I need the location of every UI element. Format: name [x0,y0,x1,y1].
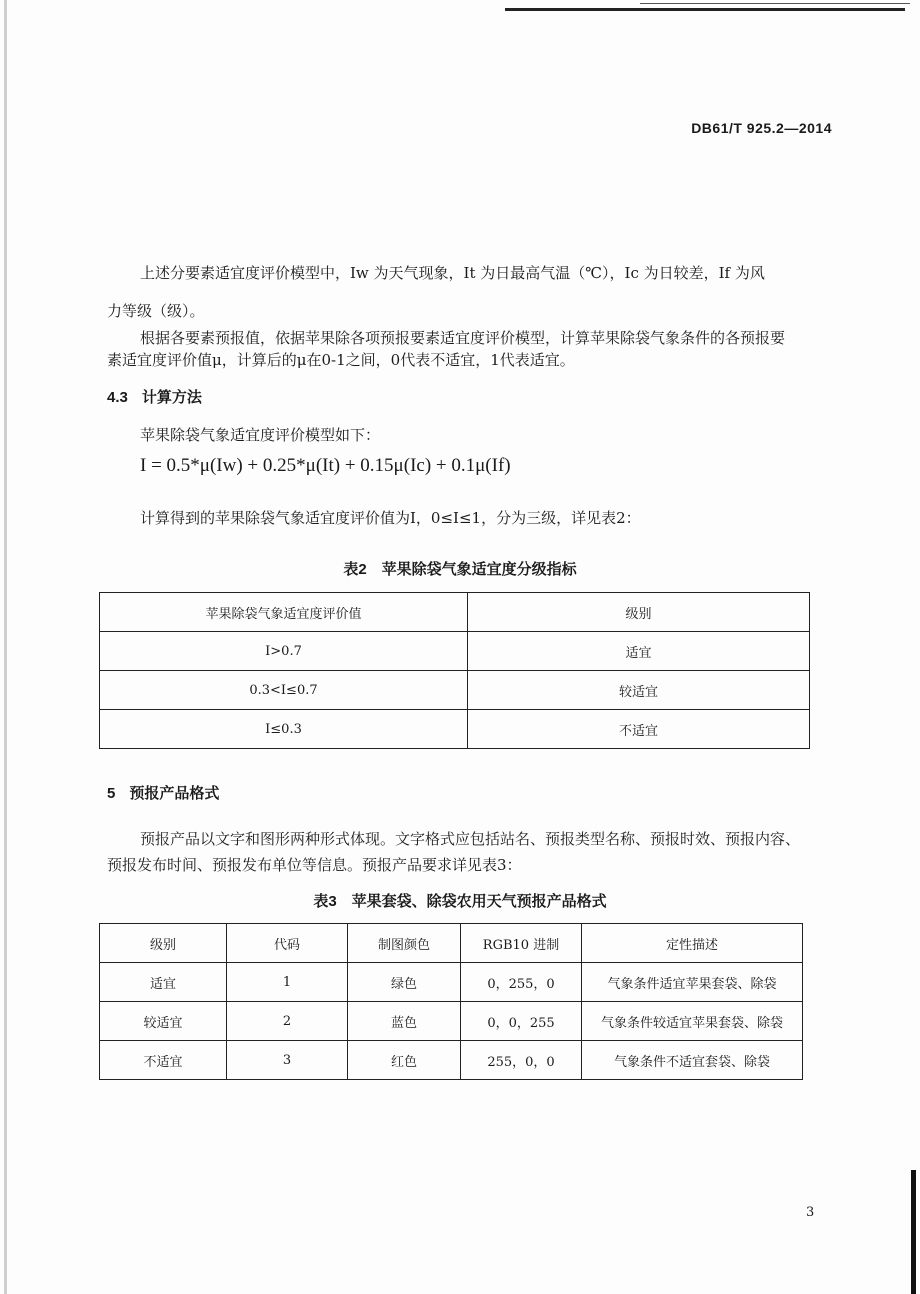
table-cell: 0，0，255 [461,1002,582,1041]
paragraph-variables: 上述分要素适宜度评价模型中，Iw 为天气现象，It 为日最高气温（℃），Ic 为日较差，If 为风 [140,264,765,282]
table-cell: 气象条件较适宜苹果套袋、除袋 [582,1002,803,1041]
table-cell: 适宜 [100,963,227,1002]
paragraph-evaluation-cont: 素适宜度评价值μ，计算后的μ在0-1之间，0代表不适宜，1代表适宜。 [107,351,575,369]
table-header-cell: 级别 [100,924,227,963]
section-heading-4-3 [107,386,202,407]
table-cell: 3 [227,1041,348,1080]
table-cell: 0，255，0 [461,963,582,1002]
paragraph-product-format: 预报产品以文字和图形两种形式体现。文字格式应包括站名、预报类型名称、预报时效、预报内容、 [140,830,801,848]
table-header-row [100,593,810,632]
paragraph-product-format-cont: 预报发布时间、预报发布单位等信息。预报产品要求详见表3： [107,856,522,874]
table3 [99,923,803,1080]
section-heading-5 [107,782,219,803]
table-cell: 红色 [348,1041,461,1080]
table-header-cell: RGB10 进制 [461,924,582,963]
table-row [100,1002,803,1041]
table-cell: 不适宜 [100,1041,227,1080]
scan-edge-left [4,0,7,1294]
table-cell: 气象条件不适宜套袋、除袋 [582,1041,803,1080]
table-header-cell: 制图颜色 [348,924,461,963]
header-rule [505,8,905,11]
document-number: DB61/T 925.2—2014 [691,120,832,136]
table-cell: I≤0.3 [100,710,468,749]
formula: I = 0.5*μ(Iw) + 0.25*μ(It) + 0.15μ(Ic) + 0.1μ(If) [140,455,511,476]
table-row [100,632,810,671]
table-cell: 较适宜 [468,671,810,710]
table-header-cell: 定性描述 [582,924,803,963]
section-title: 计算方法 [141,389,202,406]
section-title: 预报产品格式 [129,785,220,802]
paragraph-grading: 计算得到的苹果除袋气象适宜度评价值为I，0≤I≤1，分为三级，详见表2： [140,509,641,527]
table2-caption: 表2 苹果除袋气象适宜度分级指标 [343,561,577,578]
table2 [99,592,810,749]
table-row [100,963,803,1002]
table-header-row [100,924,803,963]
table-cell: 适宜 [468,632,810,671]
table-header-cell: 苹果除袋气象适宜度评价值 [100,593,468,632]
table-cell: 蓝色 [348,1002,461,1041]
table-cell: 绿色 [348,963,461,1002]
table-row [100,671,810,710]
section-number: 4.3 [107,389,128,406]
table-cell: 气象条件适宜苹果套袋、除袋 [582,963,803,1002]
table3-caption: 表3 苹果套袋、除袋农用天气预报产品格式 [313,893,607,910]
table-cell: 255，0，0 [461,1041,582,1080]
table-cell: 1 [227,963,348,1002]
table-cell: 0.3<I≤0.7 [100,671,468,710]
header-rule-thin [640,3,910,4]
table-cell: 2 [227,1002,348,1041]
page-number: 3 [806,1205,815,1220]
paragraph-model-intro: 苹果除袋气象适宜度评价模型如下： [140,426,381,444]
table-row [100,710,810,749]
table-header-cell: 代码 [227,924,348,963]
table-row [100,1041,803,1080]
table-header-cell: 级别 [468,593,810,632]
paragraph-evaluation: 根据各要素预报值，依据苹果除各项预报要素适宜度评价模型，计算苹果除袋气象条件的各预报要 [140,329,786,347]
paragraph-variables-cont: 力等级（级）。 [107,302,205,320]
table-cell: I>0.7 [100,632,468,671]
section-number: 5 [107,785,116,802]
scan-edge-right [911,1170,916,1294]
table-cell: 不适宜 [468,710,810,749]
table-cell: 较适宜 [100,1002,227,1041]
